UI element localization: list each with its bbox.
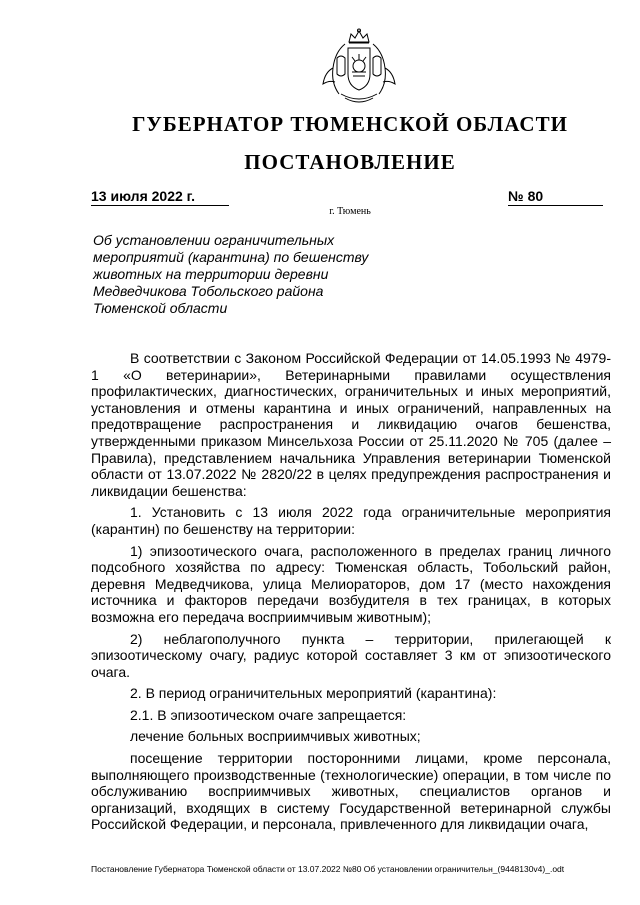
number-prefix: № — [508, 188, 524, 204]
paragraph-ban-visits: посещение территории посторонними лицами, кроме персонала, выполняющего производственные (технологические) операции, в том числе по обслуживанию восприимчивых животных, специалистов органов и организаций, входящих в систему Государственной ветеринарной службы Российской Федерации, и персонала, привлеченного для ликвидации очага, — [91, 750, 611, 833]
page-footer: Постановление Губернатора Тюменской области от 13.07.2022 №80 Об установлении ограничительн_(9448130v4)_.odt — [91, 864, 565, 874]
city: г. Тюмень — [329, 206, 371, 217]
date-text: 13 июля 2022 г. — [91, 188, 195, 204]
document-type: ПОСТАНОВЛЕНИЕ — [244, 150, 456, 174]
number-value: 80 — [527, 188, 544, 204]
paragraph-item-1: 1. Установить с 13 июля 2022 года ограничительные мероприятия (карантин) по бешенству на территории: — [91, 504, 611, 537]
paragraph-preamble: В соответствии с Законом Российской Федерации от 14.05.1993 № 4979-1 «О ветеринарии», Ветеринарными правилами осуществления профилактических, диагностических, ограничительных и иных мероприятий, установления и отмены карантина и иных ограничений, направленных на предотвращение распространения и ликвидацию очагов бешенства, утвержденными приказом Минсельхоза России от 25.11.2020 № 705 (далее – Правила), представлением начальника Управления ветеринарии Тюменской области от 13.07.2022 № 2820/22 в целях предупреждения распространения и ликвидации бешенства: — [91, 350, 611, 499]
document-body — [91, 350, 611, 838]
paragraph-item-1-1: 1) эпизоотического очага, расположенного в пределах границ личного подсобного хозяйства по адресу: Тюменская область, Тобольский район, деревня Медведчикова, улица Мелиораторов, дом 17 (место нахождения источника и факторов передачи возбудителя в тех границах, в которых возможна его передача восприимчивым животным); — [91, 542, 611, 625]
paragraph-item-2: 2. В период ограничительных мероприятий (карантина): — [130, 685, 497, 702]
document-subject: Об установлении ограничительных мероприятий (карантина) по бешенству животных на территории деревни Медведчикова Тобольского района Тюменской области — [93, 232, 369, 316]
coat-of-arms-icon — [315, 28, 403, 106]
paragraph-ban-treatment: лечение больных восприимчивых животных; — [130, 728, 421, 745]
issuing-authority: ГУБЕРНАТОР ТЮМЕНСКОЙ ОБЛАСТИ — [132, 112, 568, 136]
document-date — [91, 188, 229, 206]
document-number — [508, 188, 603, 206]
paragraph-item-1-2: 2) неблагополучного пункта – территории, прилегающей к эпизоотическому очагу, радиус которой составляет 3 км от эпизоотического очага. — [91, 630, 611, 680]
paragraph-item-2-1: 2.1. В эпизоотическом очаге запрещается: — [130, 706, 407, 723]
